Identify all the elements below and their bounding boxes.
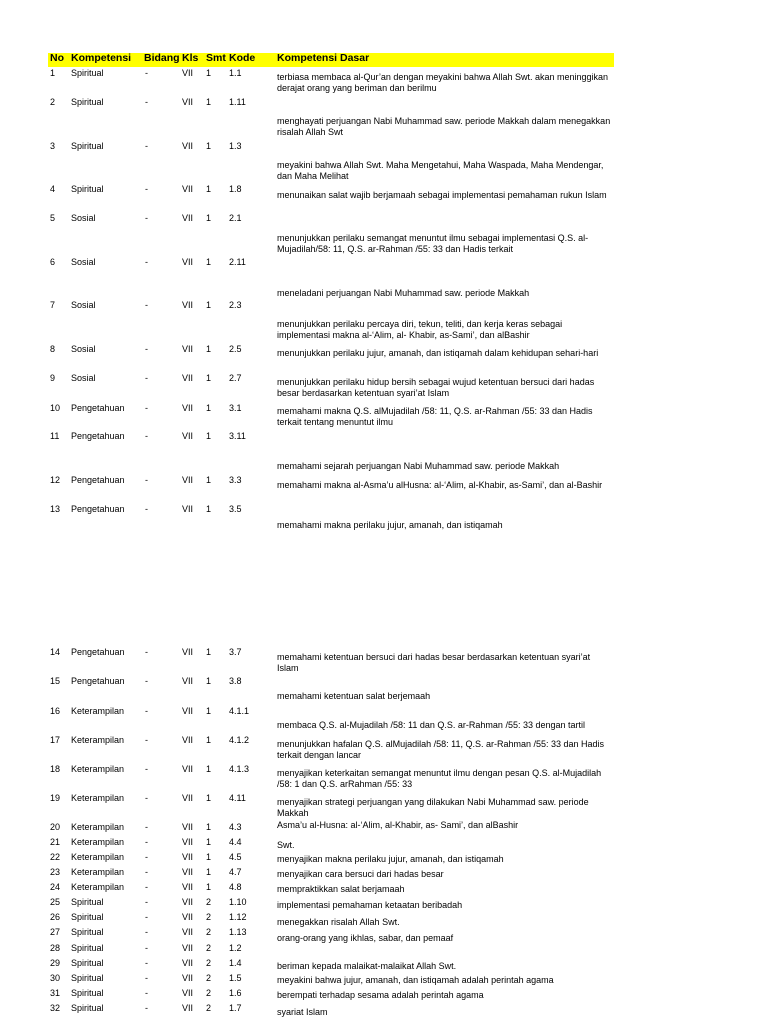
cell-smt: 2 bbox=[206, 943, 212, 953]
cell-smt: 2 bbox=[206, 973, 212, 983]
cell-no: 28 bbox=[50, 943, 61, 953]
kompetensi-dasar-text: terbiasa membaca al-Qur’an dengan meyakini bahwa Allah Swt. akan meninggikan derajat orang yang beriman dan berilmu bbox=[277, 72, 609, 93]
header-kompetensi-dasar: Kompetensi Dasar bbox=[277, 52, 370, 64]
cell-smt: 1 bbox=[206, 257, 212, 267]
cell-smt: 1 bbox=[206, 184, 212, 194]
cell-bidang: - bbox=[145, 504, 148, 514]
header-kls: Kls bbox=[182, 52, 199, 64]
kompetensi-dasar-text: memahami makna Q.S. alMujadilah /58: 11, Q.S. ar-Rahman /55: 33 dan Hadis terkait tentang menuntut ilmu bbox=[277, 406, 593, 427]
cell-kls: VII bbox=[182, 988, 194, 998]
cell-kode: 2.1 bbox=[229, 213, 242, 223]
cell-no: 29 bbox=[50, 958, 61, 968]
table-row bbox=[0, 943, 768, 955]
cell-kls: VII bbox=[182, 764, 194, 774]
cell-bidang: - bbox=[145, 735, 148, 745]
cell-no: 5 bbox=[50, 213, 56, 223]
cell-kode: 2.11 bbox=[229, 257, 246, 267]
cell-smt: 1 bbox=[206, 822, 212, 832]
kompetensi-dasar-text: implementasi pemahaman ketaatan beribadah bbox=[277, 900, 463, 910]
kompetensi-dasar-text: menunjukkan perilaku jujur, amanah, dan istiqamah dalam kehidupan sehari-hari bbox=[277, 348, 599, 358]
table-row bbox=[0, 706, 768, 718]
cell-kompetensi: Pengetahuan bbox=[71, 403, 125, 413]
cell-smt: 1 bbox=[206, 676, 212, 686]
kompetensi-dasar-text: menegakkan risalah Allah Swt. bbox=[277, 917, 400, 927]
cell-kls: VII bbox=[182, 706, 194, 716]
kompetensi-dasar-text: memahami sejarah perjuangan Nabi Muhammad saw. periode Makkah bbox=[277, 461, 560, 471]
cell-smt: 1 bbox=[206, 431, 212, 441]
cell-bidang: - bbox=[145, 141, 148, 151]
cell-smt: 1 bbox=[206, 141, 212, 151]
kompetensi-dasar-text: meyakini bahwa jujur, amanah, dan istiqamah adalah perintah agama bbox=[277, 975, 554, 985]
cell-bidang: - bbox=[145, 97, 148, 107]
cell-bidang: - bbox=[145, 837, 148, 847]
kompetensi-dasar-text: menunjukkan perilaku semangat menuntut ilmu sebagai implementasi Q.S. al-Mujadilah/58: 11, Q.S. ar-Rahman /55: 33 dan Hadis terkait bbox=[277, 233, 589, 254]
cell-no: 11 bbox=[50, 431, 60, 441]
cell-kompetensi: Spiritual bbox=[71, 912, 104, 922]
cell-kls: VII bbox=[182, 431, 194, 441]
cell-kode: 1.1 bbox=[229, 68, 242, 78]
kompetensi-dasar-text: menunaikan salat wajib berjamaah sebagai implementasi pemahaman rukun Islam bbox=[277, 190, 607, 200]
cell-smt: 1 bbox=[206, 706, 212, 716]
cell-kls: VII bbox=[182, 403, 194, 413]
cell-no: 18 bbox=[50, 764, 61, 774]
kompetensi-dasar-text: menyajikan cara bersuci dari hadas besar bbox=[277, 869, 444, 879]
cell-kode: 2.5 bbox=[229, 344, 242, 354]
cell-kode: 3.7 bbox=[229, 647, 242, 657]
cell-smt: 1 bbox=[206, 97, 212, 107]
cell-no: 15 bbox=[50, 676, 61, 686]
cell-kls: VII bbox=[182, 822, 194, 832]
cell-kode: 3.5 bbox=[229, 504, 242, 514]
cell-no: 27 bbox=[50, 927, 61, 937]
cell-kode: 1.7 bbox=[229, 1003, 242, 1013]
cell-kode: 4.4 bbox=[229, 837, 242, 847]
cell-smt: 2 bbox=[206, 912, 212, 922]
cell-kompetensi: Pengetahuan bbox=[71, 647, 125, 657]
cell-kode: 2.3 bbox=[229, 300, 242, 310]
table-row bbox=[0, 431, 768, 443]
cell-bidang: - bbox=[145, 403, 148, 413]
cell-bidang: - bbox=[145, 676, 148, 686]
cell-kode: 1.6 bbox=[229, 988, 242, 998]
cell-kompetensi: Sosial bbox=[71, 213, 96, 223]
kompetensi-dasar-text: orang-orang yang ikhlas, sabar, dan pemaaf bbox=[277, 933, 454, 943]
cell-kls: VII bbox=[182, 676, 194, 686]
table-row bbox=[0, 141, 768, 153]
cell-smt: 1 bbox=[206, 793, 212, 803]
kompetensi-dasar-text: meneladani perjuangan Nabi Muhammad saw. periode Makkah bbox=[277, 288, 530, 298]
cell-no: 16 bbox=[50, 706, 61, 716]
cell-smt: 2 bbox=[206, 897, 212, 907]
header-bidang: Bidang bbox=[144, 52, 180, 64]
cell-bidang: - bbox=[145, 300, 148, 310]
cell-smt: 2 bbox=[206, 927, 212, 937]
cell-smt: 2 bbox=[206, 1003, 212, 1013]
cell-kode: 1.11 bbox=[229, 97, 246, 107]
cell-kode: 2.7 bbox=[229, 373, 242, 383]
cell-kompetensi: Keterampilan bbox=[71, 882, 125, 892]
cell-kls: VII bbox=[182, 97, 194, 107]
cell-kls: VII bbox=[182, 958, 194, 968]
cell-kode: 1.12 bbox=[229, 912, 247, 922]
cell-kls: VII bbox=[182, 735, 194, 745]
cell-smt: 1 bbox=[206, 852, 212, 862]
cell-kls: VII bbox=[182, 300, 194, 310]
cell-kompetensi: Sosial bbox=[71, 344, 96, 354]
cell-kompetensi: Spiritual bbox=[71, 988, 104, 998]
cell-smt: 1 bbox=[206, 213, 212, 223]
table-row bbox=[0, 257, 768, 269]
cell-kompetensi: Spiritual bbox=[71, 927, 104, 937]
cell-kompetensi: Pengetahuan bbox=[71, 504, 125, 514]
cell-bidang: - bbox=[145, 912, 148, 922]
cell-smt: 1 bbox=[206, 764, 212, 774]
cell-kode: 3.3 bbox=[229, 475, 242, 485]
kompetensi-dasar-text: Swt. bbox=[277, 840, 295, 850]
cell-smt: 2 bbox=[206, 988, 212, 998]
cell-kls: VII bbox=[182, 852, 194, 862]
cell-kompetensi: Sosial bbox=[71, 300, 96, 310]
cell-no: 9 bbox=[50, 373, 56, 383]
cell-kode: 4.8 bbox=[229, 882, 242, 892]
cell-kode: 1.2 bbox=[229, 943, 242, 953]
cell-kompetensi: Keterampilan bbox=[71, 793, 125, 803]
kompetensi-dasar-text: menunjukkan hafalan Q.S. alMujadilah /58: 11, Q.S. ar-Rahman /55: 33 dan Hadis terkait dengan lancar bbox=[277, 739, 605, 760]
cell-no: 25 bbox=[50, 897, 61, 907]
cell-kode: 4.7 bbox=[229, 867, 242, 877]
cell-kode: 4.1.2 bbox=[229, 735, 250, 745]
cell-smt: 1 bbox=[206, 867, 212, 877]
kompetensi-dasar-text: menunjukkan perilaku hidup bersih sebagai wujud ketentuan bersuci dari hadas besar berdasarkan ketentuan syari’at Islam bbox=[277, 377, 595, 398]
cell-bidang: - bbox=[145, 988, 148, 998]
cell-bidang: - bbox=[145, 213, 148, 223]
cell-bidang: - bbox=[145, 867, 148, 877]
table-row bbox=[0, 97, 768, 109]
cell-no: 17 bbox=[50, 735, 61, 745]
cell-no: 32 bbox=[50, 1003, 61, 1013]
cell-kls: VII bbox=[182, 973, 194, 983]
cell-bidang: - bbox=[145, 764, 148, 774]
cell-bidang: - bbox=[145, 927, 148, 937]
cell-no: 22 bbox=[50, 852, 61, 862]
kompetensi-dasar-text: menyajikan strategi perjuangan yang dilakukan Nabi Muhammad saw. periode Makkah bbox=[277, 797, 589, 818]
cell-smt: 1 bbox=[206, 837, 212, 847]
cell-no: 24 bbox=[50, 882, 61, 892]
cell-smt: 1 bbox=[206, 475, 212, 485]
cell-kode: 3.8 bbox=[229, 676, 242, 686]
kompetensi-dasar-text: menyajikan makna perilaku jujur, amanah, dan istiqamah bbox=[277, 854, 504, 864]
cell-smt: 1 bbox=[206, 735, 212, 745]
table-row bbox=[0, 676, 768, 688]
cell-kls: VII bbox=[182, 1003, 194, 1013]
cell-kompetensi: Sosial bbox=[71, 257, 96, 267]
kompetensi-dasar-text: mempraktikkan salat berjamaah bbox=[277, 884, 405, 894]
cell-kode: 1.10 bbox=[229, 897, 247, 907]
cell-smt: 1 bbox=[206, 344, 212, 354]
cell-kode: 4.11 bbox=[229, 793, 246, 803]
kompetensi-dasar-text: memahami makna al-Asma’u alHusna: al-‘Alim, al-Khabir, as-Sami’, dan al-Bashir bbox=[277, 480, 603, 490]
header-smt: Smt bbox=[206, 52, 226, 64]
cell-no: 19 bbox=[50, 793, 61, 803]
cell-kompetensi: Pengetahuan bbox=[71, 431, 125, 441]
cell-kls: VII bbox=[182, 867, 194, 877]
cell-smt: 1 bbox=[206, 882, 212, 892]
cell-kompetensi: Sosial bbox=[71, 373, 96, 383]
cell-kompetensi: Spiritual bbox=[71, 97, 104, 107]
header-no: No bbox=[50, 52, 64, 64]
cell-smt: 1 bbox=[206, 504, 212, 514]
cell-bidang: - bbox=[145, 344, 148, 354]
kompetensi-dasar-text: memahami makna perilaku jujur, amanah, dan istiqamah bbox=[277, 520, 503, 530]
cell-bidang: - bbox=[145, 706, 148, 716]
cell-no: 8 bbox=[50, 344, 56, 354]
cell-no: 10 bbox=[50, 403, 61, 413]
cell-kompetensi: Spiritual bbox=[71, 141, 104, 151]
cell-kls: VII bbox=[182, 927, 194, 937]
cell-no: 2 bbox=[50, 97, 56, 107]
table-row bbox=[0, 300, 768, 312]
cell-kls: VII bbox=[182, 257, 194, 267]
cell-kls: VII bbox=[182, 897, 194, 907]
kompetensi-dasar-text: Asma’u al-Husna: al-‘Alim, al-Khabir, as- Sami’, dan alBashir bbox=[277, 820, 519, 830]
kompetensi-dasar-text: syariat Islam bbox=[277, 1007, 328, 1017]
cell-bidang: - bbox=[145, 647, 148, 657]
cell-kompetensi: Spiritual bbox=[71, 958, 104, 968]
cell-no: 26 bbox=[50, 912, 61, 922]
cell-kompetensi: Pengetahuan bbox=[71, 676, 125, 686]
cell-kode: 4.1.1 bbox=[229, 706, 250, 716]
table-row bbox=[0, 213, 768, 225]
cell-kompetensi: Spiritual bbox=[71, 897, 104, 907]
cell-no: 31 bbox=[50, 988, 61, 998]
cell-kode: 1.13 bbox=[229, 927, 247, 937]
header-kompetensi: Kompetensi bbox=[71, 52, 132, 64]
cell-kls: VII bbox=[182, 943, 194, 953]
cell-kls: VII bbox=[182, 837, 194, 847]
cell-kode: 1.5 bbox=[229, 973, 242, 983]
cell-kompetensi: Keterampilan bbox=[71, 764, 125, 774]
cell-bidang: - bbox=[145, 897, 148, 907]
cell-bidang: - bbox=[145, 475, 148, 485]
cell-kompetensi: Keterampilan bbox=[71, 706, 125, 716]
cell-bidang: - bbox=[145, 943, 148, 953]
kompetensi-dasar-text: berempati terhadap sesama adalah perintah agama bbox=[277, 990, 484, 1000]
cell-smt: 2 bbox=[206, 958, 212, 968]
cell-kompetensi: Spiritual bbox=[71, 184, 104, 194]
cell-smt: 1 bbox=[206, 647, 212, 657]
cell-kompetensi: Keterampilan bbox=[71, 852, 125, 862]
cell-kompetensi: Spiritual bbox=[71, 68, 104, 78]
cell-bidang: - bbox=[145, 1003, 148, 1013]
cell-bidang: - bbox=[145, 822, 148, 832]
cell-kode: 3.1 bbox=[229, 403, 242, 413]
cell-smt: 1 bbox=[206, 403, 212, 413]
cell-no: 21 bbox=[50, 837, 61, 847]
cell-kompetensi: Keterampilan bbox=[71, 837, 125, 847]
cell-bidang: - bbox=[145, 852, 148, 862]
kompetensi-dasar-text: menghayati perjuangan Nabi Muhammad saw. periode Makkah dalam menegakkan risalah Allah Swt bbox=[277, 116, 611, 137]
cell-kls: VII bbox=[182, 68, 194, 78]
kompetensi-dasar-text: memahami ketentuan bersuci dari hadas besar berdasarkan ketentuan syari’at Islam bbox=[277, 652, 591, 673]
cell-kompetensi: Spiritual bbox=[71, 1003, 104, 1013]
cell-kode: 1.8 bbox=[229, 184, 242, 194]
kompetensi-dasar-text: meyakini bahwa Allah Swt. Maha Mengetahui, Maha Waspada, Maha Mendengar, dan Maha Melihat bbox=[277, 160, 604, 181]
cell-kls: VII bbox=[182, 504, 194, 514]
cell-bidang: - bbox=[145, 431, 148, 441]
cell-kompetensi: Keterampilan bbox=[71, 735, 125, 745]
cell-kompetensi: Keterampilan bbox=[71, 867, 125, 877]
cell-no: 4 bbox=[50, 184, 56, 194]
cell-smt: 1 bbox=[206, 68, 212, 78]
cell-no: 13 bbox=[50, 504, 61, 514]
cell-no: 30 bbox=[50, 973, 61, 983]
cell-kls: VII bbox=[182, 184, 194, 194]
cell-kls: VII bbox=[182, 912, 194, 922]
cell-bidang: - bbox=[145, 958, 148, 968]
cell-bidang: - bbox=[145, 373, 148, 383]
cell-kode: 3.11 bbox=[229, 431, 246, 441]
cell-no: 20 bbox=[50, 822, 61, 832]
cell-kompetensi: Pengetahuan bbox=[71, 475, 125, 485]
cell-bidang: - bbox=[145, 793, 148, 803]
cell-kode: 4.5 bbox=[229, 852, 242, 862]
cell-no: 23 bbox=[50, 867, 61, 877]
cell-no: 6 bbox=[50, 257, 56, 267]
cell-kls: VII bbox=[182, 213, 194, 223]
cell-kode: 1.3 bbox=[229, 141, 242, 151]
cell-no: 1 bbox=[50, 68, 56, 78]
cell-no: 3 bbox=[50, 141, 56, 151]
cell-kls: VII bbox=[182, 475, 194, 485]
cell-bidang: - bbox=[145, 973, 148, 983]
cell-bidang: - bbox=[145, 184, 148, 194]
cell-kode: 4.3 bbox=[229, 822, 242, 832]
kompetensi-dasar-text: membaca Q.S. al-Mujadilah /58: 11 dan Q.S. ar-Rahman /55: 33 dengan tartil bbox=[277, 720, 585, 730]
cell-no: 12 bbox=[50, 475, 61, 485]
cell-bidang: - bbox=[145, 68, 148, 78]
kompetensi-dasar-text: menunjukkan perilaku percaya diri, tekun, teliti, dan kerja keras sebagai implementasi makna al-‘Alim, al- Khabir, as-Sami’, dan alBashir bbox=[277, 319, 563, 340]
cell-kls: VII bbox=[182, 344, 194, 354]
cell-smt: 1 bbox=[206, 300, 212, 310]
cell-kls: VII bbox=[182, 882, 194, 892]
cell-kompetensi: Spiritual bbox=[71, 973, 104, 983]
kompetensi-dasar-text: beriman kepada malaikat-malaikat Allah Swt. bbox=[277, 961, 457, 971]
cell-kls: VII bbox=[182, 647, 194, 657]
cell-no: 14 bbox=[50, 647, 61, 657]
cell-kls: VII bbox=[182, 373, 194, 383]
cell-kls: VII bbox=[182, 141, 194, 151]
cell-bidang: - bbox=[145, 257, 148, 267]
kompetensi-dasar-text: memahami ketentuan salat berjemaah bbox=[277, 691, 431, 701]
header-kode: Kode bbox=[229, 52, 256, 64]
kompetensi-dasar-text: menyajikan keterkaitan semangat menuntut ilmu dengan pesan Q.S. al-Mujadilah /58: 1 dan Q.S. arRahman /55: 33 bbox=[277, 768, 602, 789]
cell-no: 7 bbox=[50, 300, 56, 310]
cell-kompetensi: Spiritual bbox=[71, 943, 104, 953]
cell-kls: VII bbox=[182, 793, 194, 803]
cell-smt: 1 bbox=[206, 373, 212, 383]
table-row bbox=[0, 504, 768, 516]
cell-kompetensi: Keterampilan bbox=[71, 822, 125, 832]
cell-kode: 4.1.3 bbox=[229, 764, 250, 774]
cell-kode: 1.4 bbox=[229, 958, 242, 968]
cell-bidang: - bbox=[145, 882, 148, 892]
